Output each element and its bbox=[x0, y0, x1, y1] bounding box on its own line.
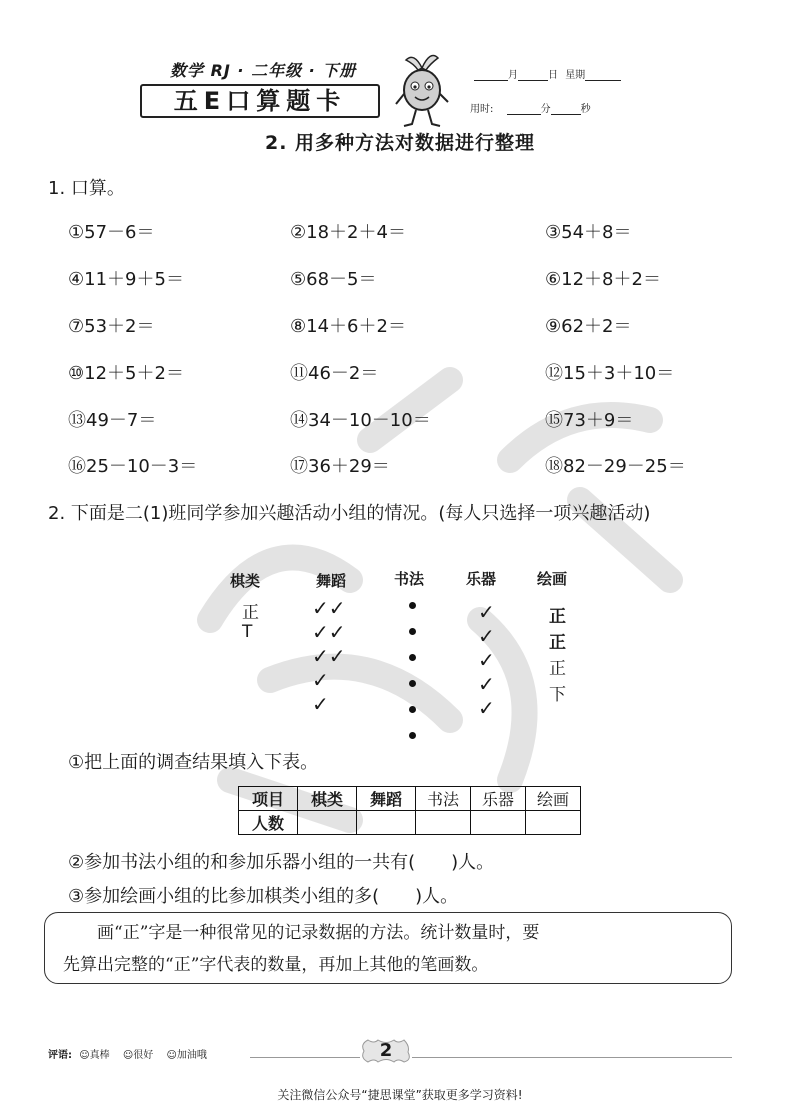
table-header-cell: 绘画 bbox=[526, 787, 581, 811]
check-mark: ✓✓ bbox=[312, 620, 346, 644]
tip-box bbox=[44, 912, 732, 984]
calc-item: ⑩12＋5＋2＝ bbox=[68, 363, 184, 384]
radish-mascot-icon bbox=[392, 50, 452, 130]
month-label: 月 bbox=[508, 70, 518, 81]
calc-item: ②18＋2＋4＝ bbox=[290, 222, 406, 243]
column-header-calligraphy: 书法 bbox=[394, 570, 425, 588]
table-row bbox=[239, 811, 581, 835]
table-header-cell: 棋类 bbox=[298, 787, 357, 811]
calc-item: ⑥12＋8＋2＝ bbox=[545, 269, 661, 290]
evaluation-bar bbox=[48, 1046, 207, 1061]
check-mark: ✓ bbox=[312, 668, 329, 692]
day-label: 日 bbox=[548, 70, 558, 81]
second-label: 秒 bbox=[580, 104, 591, 115]
table-header-cell: 舞蹈 bbox=[357, 787, 416, 811]
weekday-label: 星期 bbox=[565, 70, 586, 81]
calc-item: ⑯25－10－3＝ bbox=[68, 456, 198, 477]
calligraphy-dot bbox=[409, 628, 416, 635]
calc-item: ①57－6＝ bbox=[68, 222, 155, 243]
table-row-label: 人数 bbox=[239, 811, 298, 835]
calligraphy-dot bbox=[409, 706, 416, 713]
tip-line-2: 先算出完整的“正”字代表的数量，再加上其他的笔画数。 bbox=[63, 955, 489, 975]
footer-divider-left bbox=[250, 1057, 360, 1058]
table-header-cell: 乐器 bbox=[471, 787, 526, 811]
calc-item: ⑦53＋2＝ bbox=[68, 316, 155, 337]
column-header-instrument: 乐器 bbox=[466, 570, 497, 588]
eval-keep: 加油哦 bbox=[176, 1050, 207, 1061]
calc-item: ⑭34－10－10＝ bbox=[290, 410, 431, 431]
calc-item: ⑫15＋3＋10＝ bbox=[545, 363, 675, 384]
check-mark: ✓ bbox=[478, 600, 495, 624]
calligraphy-dot bbox=[409, 602, 416, 609]
sub-question-1: ①把上面的调查结果填入下表。 bbox=[68, 752, 319, 773]
eval-good: 很好 bbox=[133, 1050, 154, 1061]
calc-item: ⑨62＋2＝ bbox=[545, 316, 632, 337]
calc-item: ⑬49－7＝ bbox=[68, 410, 157, 431]
answer-cell-instrument[interactable] bbox=[471, 811, 526, 835]
column-header-dance: 舞蹈 bbox=[316, 572, 347, 590]
question-2-text: 2. 下面是二(1)班同学参加兴趣活动小组的情况。(每人只选择一项兴趣活动) bbox=[48, 503, 651, 524]
column-header-chess: 棋类 bbox=[230, 572, 261, 590]
eval-great: 真棒 bbox=[89, 1050, 110, 1061]
tally-mark: 正 bbox=[549, 607, 566, 627]
time-field[interactable] bbox=[470, 100, 591, 115]
calc-item: ⑤68－5＝ bbox=[290, 269, 377, 290]
brand-title: 五E口算题卡 bbox=[140, 84, 380, 118]
calc-item: ③54＋8＝ bbox=[545, 222, 632, 243]
bottom-note: 关注微信公众号“捷思课堂”获取更多学习资料! bbox=[277, 1088, 523, 1102]
check-mark: ✓✓ bbox=[312, 644, 346, 668]
check-mark: ✓ bbox=[478, 672, 495, 696]
page-title: 2. 用多种方法对数据进行整理 bbox=[264, 132, 536, 154]
tally-mark: 正 bbox=[549, 659, 566, 679]
result-table bbox=[238, 786, 581, 835]
tally-mark: T bbox=[242, 622, 253, 642]
calligraphy-dot bbox=[409, 732, 416, 739]
calligraphy-dot bbox=[409, 680, 416, 687]
check-mark: ✓ bbox=[312, 692, 329, 716]
date-field[interactable] bbox=[474, 66, 621, 81]
table-header-cell: 项目 bbox=[239, 787, 298, 811]
page-number: 2 bbox=[379, 1040, 393, 1061]
check-mark: ✓✓ bbox=[312, 596, 346, 620]
calc-item: ⑪46－2＝ bbox=[290, 363, 379, 384]
keep-going-face-icon: ☺ bbox=[166, 1050, 177, 1061]
calc-item: ⑰36＋29＝ bbox=[290, 456, 390, 477]
time-label: 用时: bbox=[470, 104, 494, 115]
tally-mark: 下 bbox=[549, 685, 566, 705]
minute-label: 分 bbox=[540, 104, 551, 115]
check-mark: ✓ bbox=[478, 696, 495, 720]
great-face-icon: ☺ bbox=[79, 1050, 90, 1061]
calc-item: ⑱82－29－25＝ bbox=[545, 456, 686, 477]
subject-label: 数学 RJ · 二年级 · 下册 bbox=[170, 61, 357, 80]
question-1-label: 1. 口算。 bbox=[48, 178, 125, 199]
calligraphy-dot bbox=[409, 654, 416, 661]
check-mark: ✓ bbox=[478, 648, 495, 672]
table-header-cell: 书法 bbox=[416, 787, 471, 811]
footer-divider-right bbox=[412, 1057, 732, 1058]
table-row bbox=[239, 787, 581, 811]
tally-mark: 正 bbox=[242, 603, 259, 623]
tally-mark: 正 bbox=[549, 633, 566, 653]
answer-cell-painting[interactable] bbox=[526, 811, 581, 835]
calc-item: ④11＋9＋5＝ bbox=[68, 269, 184, 290]
calc-item: ⑧14＋6＋2＝ bbox=[290, 316, 406, 337]
sub-question-2: ②参加书法小组的和参加乐器小组的一共有( )人。 bbox=[68, 852, 495, 873]
check-mark: ✓ bbox=[478, 624, 495, 648]
answer-cell-chess[interactable] bbox=[298, 811, 357, 835]
answer-cell-dance[interactable] bbox=[357, 811, 416, 835]
answer-cell-calligraphy[interactable] bbox=[416, 811, 471, 835]
eval-label: 评语: bbox=[48, 1050, 72, 1061]
sub-question-3: ③参加绘画小组的比参加棋类小组的多( )人。 bbox=[68, 886, 459, 907]
column-header-painting: 绘画 bbox=[537, 570, 568, 588]
good-face-icon: ☺ bbox=[122, 1050, 134, 1061]
tip-line-1: 画“正”字是一种很常见的记录数据的方法。统计数量时，要 bbox=[97, 923, 540, 943]
calc-item: ⑮73＋9＝ bbox=[545, 410, 634, 431]
